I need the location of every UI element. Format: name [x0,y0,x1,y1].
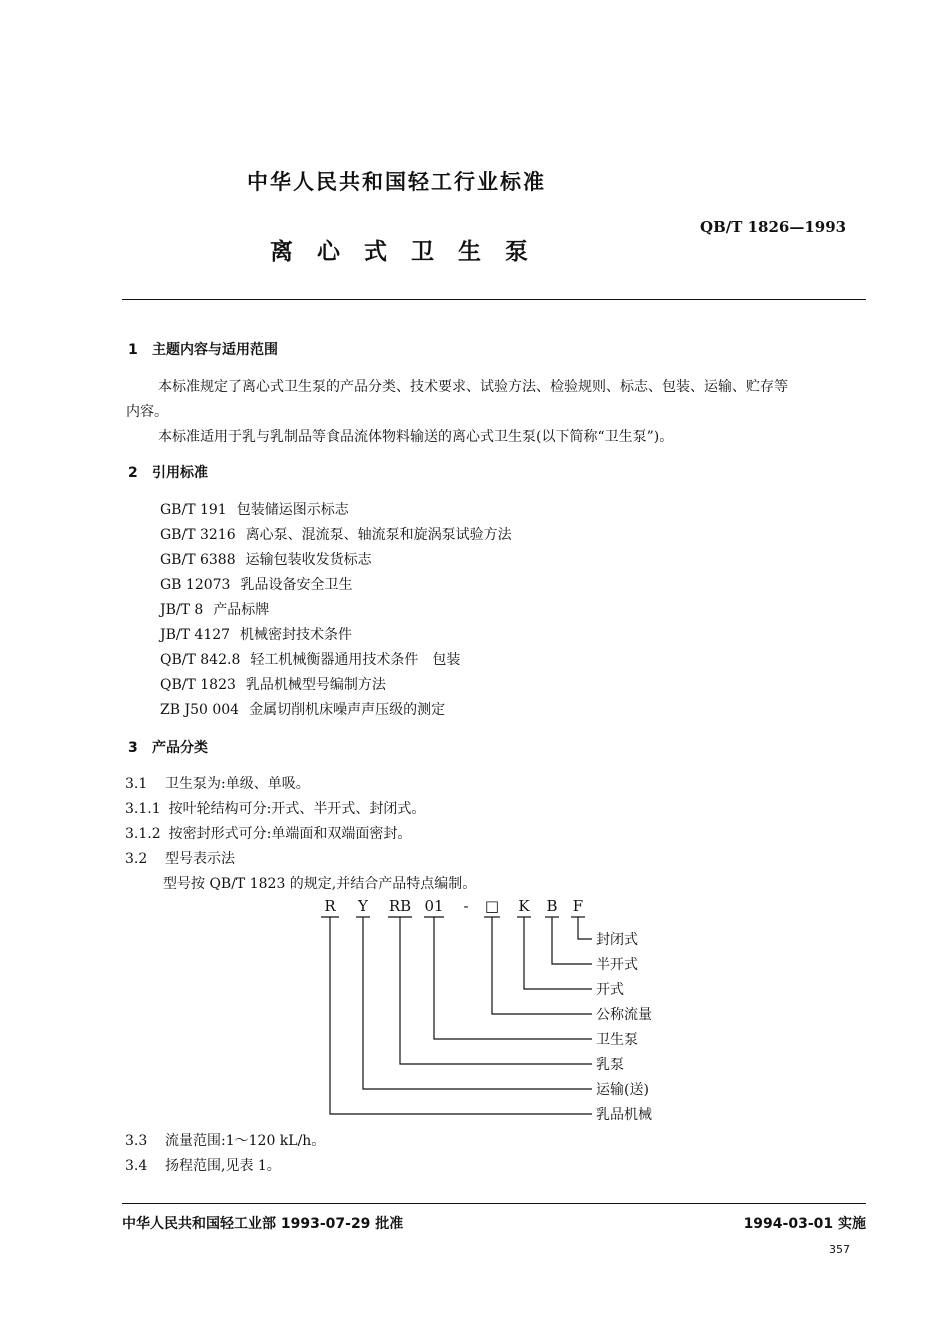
clause-text: 型号表示法 [165,851,235,867]
model-designation-diagram [320,893,680,1133]
reference-item [160,699,445,719]
model-code-y: Y [358,897,368,915]
clause-text: 流量范围:1～120 kL/h。 [165,1133,326,1149]
leader-flow [492,917,592,1014]
standard-code: QB/T 1826—1993 [700,218,847,236]
reference-code: GB/T 191 [160,502,227,518]
model-code-box: □ [484,897,500,915]
clause-number: 3.1.2 [125,826,161,842]
reference-item [160,524,512,544]
reference-item [160,599,269,619]
section-3-heading [128,737,208,757]
model-code-01: 01 [424,897,444,915]
standard-organization: 中华人民共和国轻工行业标准 [247,170,546,194]
reference-item [160,624,352,644]
reference-title: 运输包装收发货标志 [245,552,372,568]
page-number: 357 [829,1243,850,1256]
reference-item [160,499,349,519]
document-title: 离心式卫生泵 [270,239,552,265]
reference-item [160,674,386,694]
reference-code: GB/T 3216 [160,527,236,543]
clause-text: 按密封形式可分:单端面和双端面密封。 [168,826,412,842]
section-title: 引用标准 [152,465,208,481]
section-1-paragraph-2: 本标准适用于乳与乳制品等食品流体物料输送的离心式卫生泵(以下简称“卫生泵”)。 [158,429,674,445]
footer-rule [122,1203,866,1204]
reference-title: 产品标牌 [213,602,270,618]
section-number: 1 [128,342,138,358]
reference-title: 包装储运图示标志 [236,502,349,518]
model-code-r: R [324,897,336,915]
reference-item [160,649,460,669]
leader-milkpump [400,917,592,1064]
model-label: 半开式 [596,957,638,973]
clause-item [125,798,425,818]
leader-transport [363,917,592,1089]
clause-item [125,1155,281,1175]
section-2-heading [128,462,208,482]
leader-pump [434,917,592,1039]
clause-number: 3.2 [125,851,148,867]
model-label: 开式 [596,982,624,998]
model-code-rb: RB [388,897,412,915]
leader-bankai [552,917,592,964]
model-label: 乳品机械 [596,1107,652,1123]
effective-date: 1994-03-01 实施 [743,1216,866,1232]
clause-number: 3.1 [125,776,148,792]
model-code-k: K [518,897,530,915]
section-1-heading [128,339,278,359]
model-label: 运输(送) [596,1082,649,1098]
model-code-b: B [546,897,558,915]
reference-title: 离心泵、混流泵、轴流泵和旋涡泵试验方法 [245,527,512,543]
leader-dairy [330,917,592,1114]
reference-code: JB/T 4127 [160,627,231,643]
section-1-paragraph-1: 本标准规定了离心式卫生泵的产品分类、技术要求、试验方法、检验规则、标志、包装、运输、贮存等 [158,379,788,395]
model-note: 型号按 QB/T 1823 的规定,并结合产品特点编制。 [163,876,477,892]
clause-item [125,1130,325,1150]
clause-item [125,848,235,868]
reference-code: QB/T 842.8 [160,652,241,668]
reference-title: 机械密封技术条件 [240,627,353,643]
clause-number: 3.3 [125,1133,148,1149]
clause-text: 扬程范围,见表 1。 [165,1158,281,1174]
reference-code: ZB J50 004 [160,702,240,718]
leader-kai [524,917,592,989]
reference-title: 乳品设备安全卫生 [240,577,353,593]
model-label: 公称流量 [596,1007,652,1023]
reference-code: GB/T 6388 [160,552,236,568]
reference-title: 乳品机械型号编制方法 [245,677,386,693]
clause-item [125,823,411,843]
section-1-paragraph-1-cont: 内容。 [126,404,168,420]
section-title: 主题内容与适用范围 [152,342,278,358]
clause-number: 3.1.1 [125,801,161,817]
reference-item [160,574,352,594]
header-rule [122,299,866,300]
section-number: 3 [128,740,138,756]
section-number: 2 [128,465,138,481]
reference-code: QB/T 1823 [160,677,236,693]
reference-code: GB 12073 [160,577,231,593]
section-title: 产品分类 [152,740,208,756]
clause-text: 卫生泵为:单级、单吸。 [165,776,310,792]
clause-text: 按叶轮结构可分:开式、半开式、封闭式。 [168,801,426,817]
clause-number: 3.4 [125,1158,148,1174]
model-code-f: F [572,897,584,915]
reference-item [160,549,372,569]
leader-fengbi [578,917,592,939]
reference-title: 金属切削机床噪声声压级的测定 [249,702,446,718]
model-label: 卫生泵 [596,1032,638,1048]
reference-code: JB/T 8 [160,602,204,618]
model-code-dash: - [463,897,469,915]
reference-title: 轻工机械衡器通用技术条件 包装 [250,652,461,668]
model-label: 封闭式 [596,932,638,948]
approval-line: 中华人民共和国轻工业部 1993-07-29 批准 [122,1216,404,1232]
model-label: 乳泵 [596,1057,624,1073]
clause-item [125,773,310,793]
